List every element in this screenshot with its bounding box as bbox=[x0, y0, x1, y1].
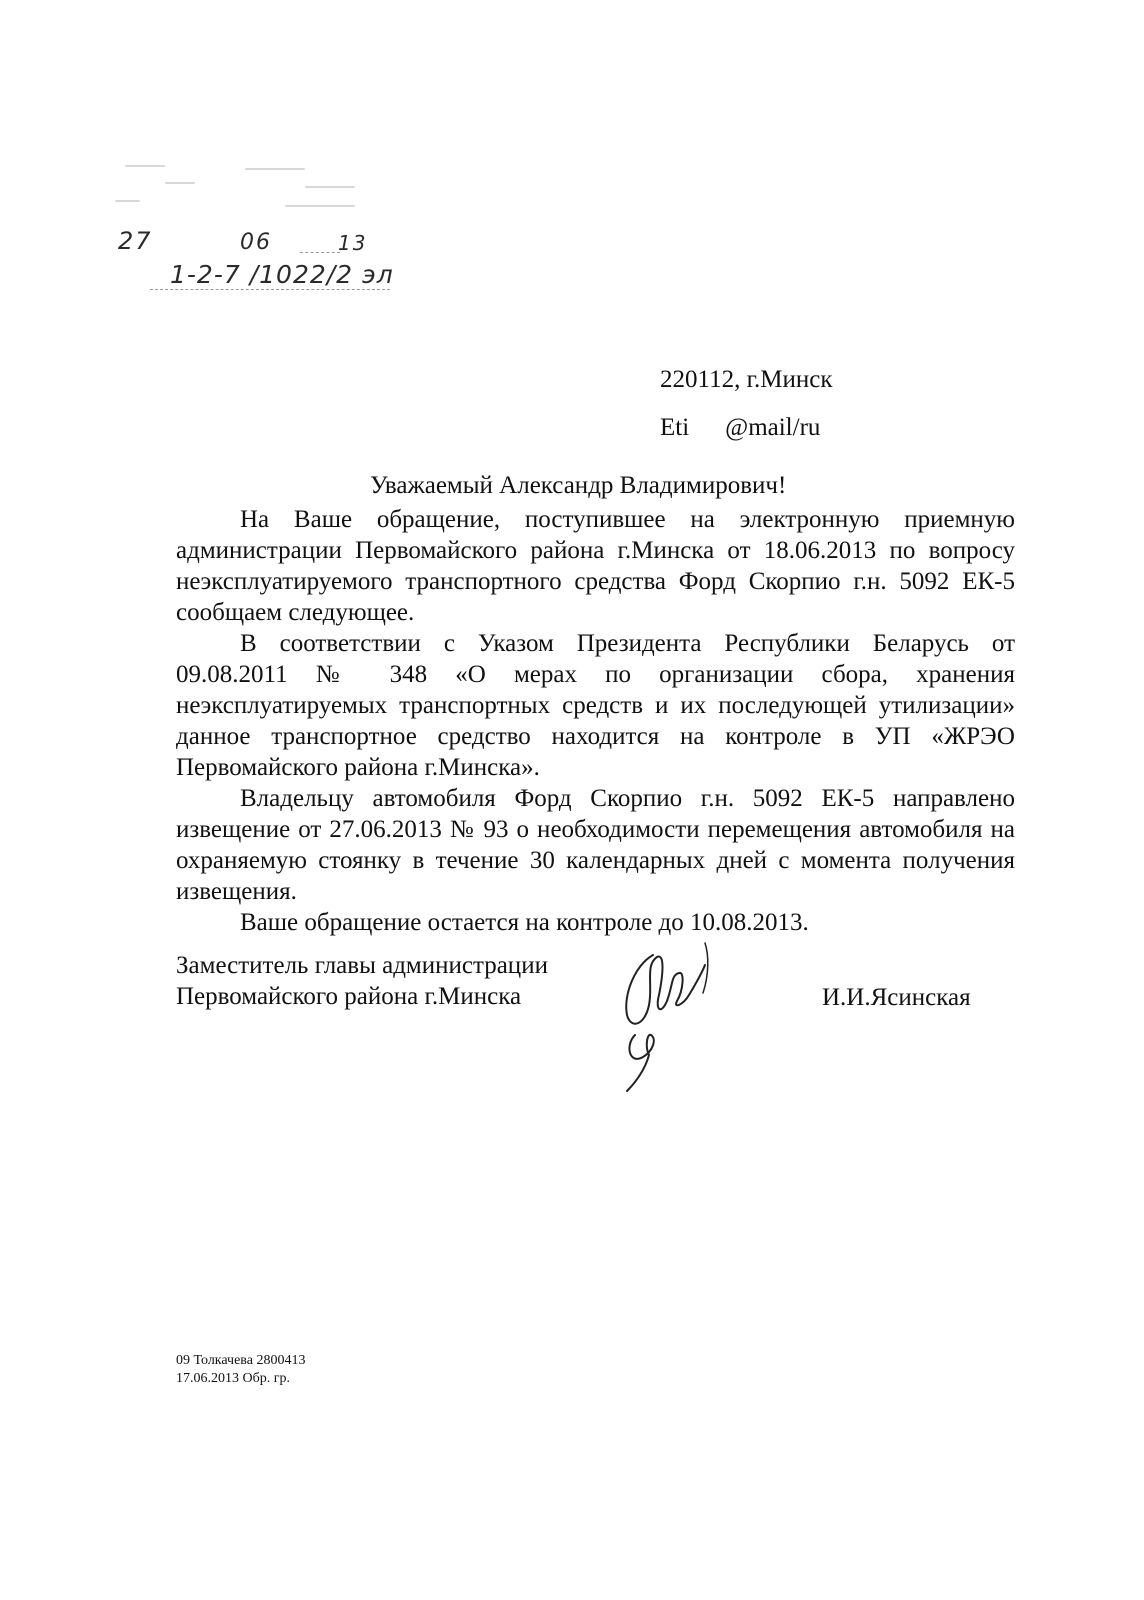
paragraph: На Ваше обращение, поступившее на электронную приемную администрации Первомайского района г.Минска от 18.06.2013 по вопросу неэксплуатируемого транспортного средства Форд Скорпио г.н. 5092 ЕК-5 сообщаем следующее. bbox=[176, 506, 1015, 626]
executor-line: 17.06.2013 Обр. гр. bbox=[176, 1371, 290, 1386]
letter-body bbox=[176, 504, 1015, 938]
registration-date-day: 27 bbox=[118, 227, 153, 255]
position-line: Заместитель главы администрации bbox=[176, 952, 548, 979]
signatory-position bbox=[176, 950, 548, 1012]
date-underline bbox=[300, 252, 340, 254]
paragraph: Владельцу автомобиля Форд Скорпио г.н. 5092 ЕК-5 направлено извещение от 27.06.2013 № 93 о необходимости перемещения автомобиля на охраняемую стоянку в течение 30 календарных дней с момента получения извещения. bbox=[176, 785, 1015, 905]
registration-date-year: 13 bbox=[338, 231, 368, 255]
recipient-city: 220112, г.Минск bbox=[660, 366, 833, 393]
email-domain: @mail/ru bbox=[725, 414, 821, 441]
recipient-email bbox=[660, 413, 820, 443]
paragraph: Ваше обращение остается на контроле до 10.08.2013. bbox=[240, 909, 809, 936]
executor-note bbox=[176, 1352, 305, 1388]
signatory-name: И.И.Ясинская bbox=[822, 984, 971, 1011]
registration-number: 1-2-7 /1022/2 эл bbox=[170, 260, 394, 289]
position-line: Первомайского района г.Минска bbox=[176, 983, 522, 1010]
faded-stamp bbox=[105, 160, 395, 220]
paragraph: В соответствии с Указом Президента Республики Беларусь от 09.08.2011 № 348 «О мерах по организации сбора, хранения неэксплуатируемых транспортных средств и их последующей утилизации» данное транспортное средство находится на контроле в УП «ЖРЭО Первомайского района г.Минска». bbox=[176, 630, 1015, 781]
email-user: Eti bbox=[660, 414, 690, 441]
executor-line: 09 Толкачева 2800413 bbox=[176, 1353, 306, 1368]
handwritten-signature bbox=[605, 935, 725, 1095]
salutation: Уважаемый Александр Владимирович! bbox=[370, 472, 787, 499]
registration-date-month: 06 bbox=[240, 230, 272, 255]
regnum-underline bbox=[150, 289, 390, 291]
